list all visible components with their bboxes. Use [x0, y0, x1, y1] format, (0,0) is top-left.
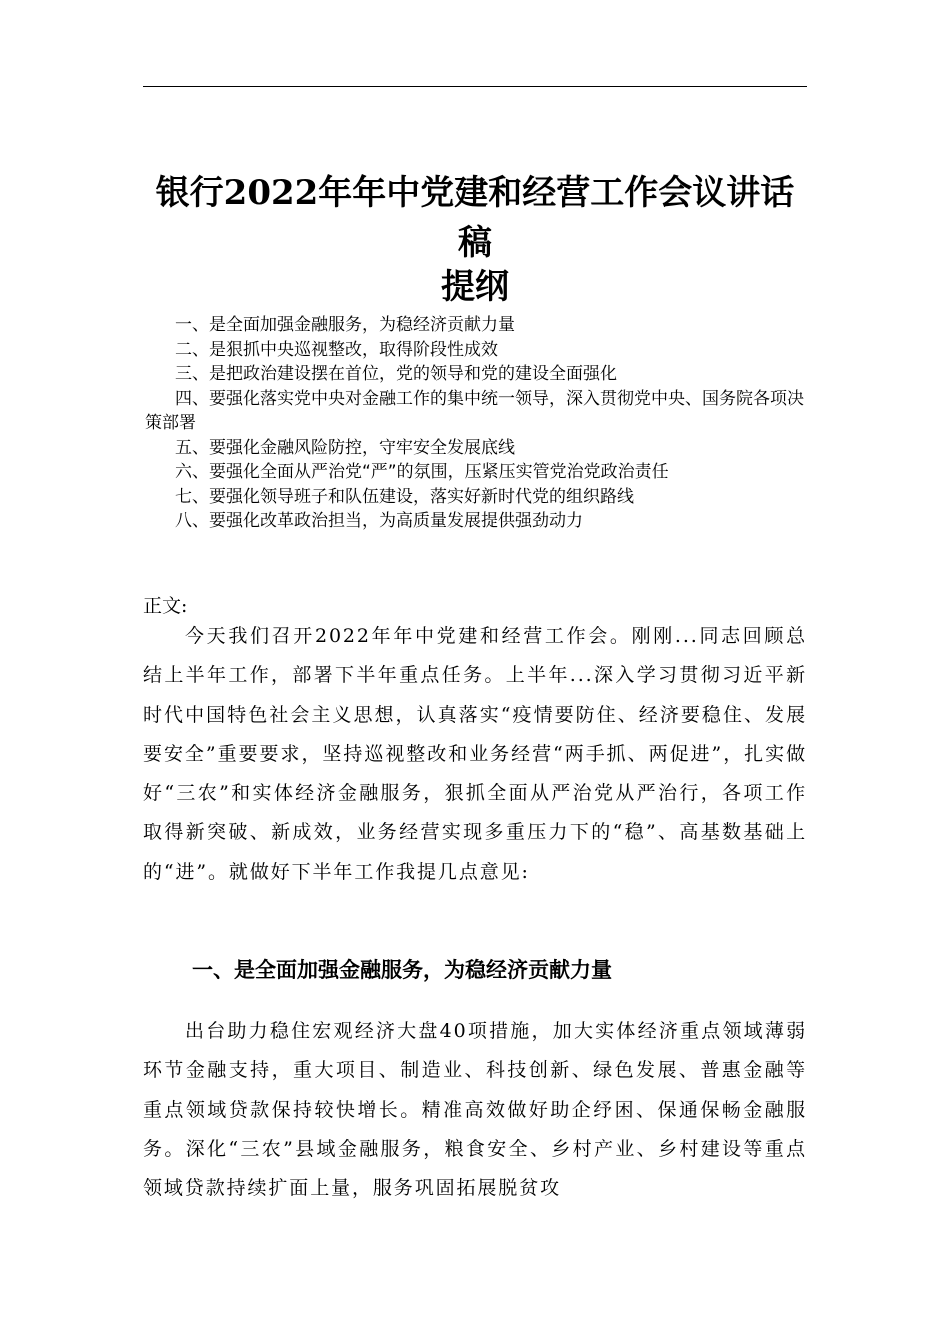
document-title: 银行2022年年中党建和经营工作会议讲话稿 — [155, 173, 795, 263]
outline-item: 六、要强化全面从严治党“严”的氛围，压紧压实管党治党政治责任 — [175, 462, 669, 482]
body-label: 正文: — [143, 595, 188, 617]
outline-list — [145, 313, 807, 534]
outline-item: 八、要强化改革政治担当，为高质量发展提供强劲动力 — [175, 511, 583, 531]
outline-item: 三、是把政治建设摆在首位，党的领导和党的建设全面强化 — [175, 364, 617, 384]
section-heading: 一、是全面加强金融服务，为稳经济贡献力量 — [192, 958, 612, 982]
intro-paragraph: 今天我们召开2022年年中党建和经营工作会。刚刚...同志回顾总结上半年工作，部署下半年重点任务。上半年...深入学习贯彻习近平新时代中国特色社会主义思想，认真落实“疫情要防住、经济要稳住、发展要安全”重要要求，坚持巡视整改和业务经营“两手抓、两促进”，扎实做好“三农”和实体经济金融服务，狠抓全面从严治党从严治行，各项工作取得新突破、新成效，业务经营实现多重压力下的“稳”、高基数基础上的“进”。就做好下半年工作我提几点意见: — [143, 625, 807, 883]
outline-item: 一、是全面加强金融服务，为稳经济贡献力量 — [175, 315, 515, 335]
header-rule — [143, 86, 807, 87]
outline-item: 五、要强化金融风险防控，守牢安全发展底线 — [175, 437, 515, 458]
outline-item: 四、要强化落实党中央对金融工作的集中统一领导，深入贯彻党中央、国务院各项决策部署 — [145, 388, 804, 433]
outline-item: 七、要强化领导班子和队伍建设，落实好新时代党的组织路线 — [175, 486, 634, 507]
section-paragraph: 出台助力稳住宏观经济大盘40项措施，加大实体经济重点领域薄弱环节金融支持，重大项目、制造业、科技创新、绿色发展、普惠金融等重点领域贷款保持较快增长。精准高效做好助企纾困、保通保畅金融服务。深化“三农”县域金融服务，粮食安全、乡村产业、乡村建设等重点领域贷款持续扩面上量，服务巩固拓展脱贫攻 — [143, 1020, 807, 1200]
outline-item: 二、是狠抓中央巡视整改，取得阶段性成效 — [175, 339, 498, 360]
outline-heading: 提纲 — [441, 267, 509, 307]
